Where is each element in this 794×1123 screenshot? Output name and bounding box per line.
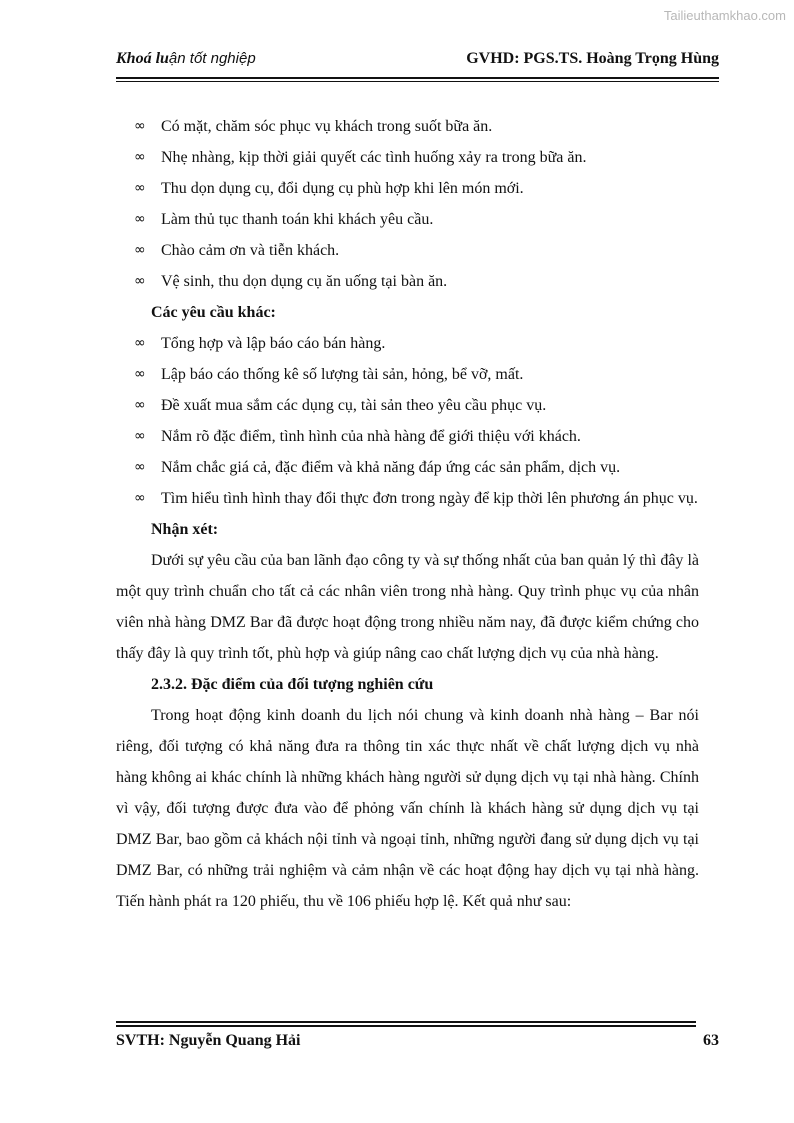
- list-item: [116, 390, 699, 421]
- list-item-text: Có mặt, chăm sóc phục vụ khách trong suốt bữa ăn.: [161, 118, 493, 135]
- thesis-label-part1: Khoá lu: [116, 50, 169, 67]
- other-requirements-list: [116, 328, 699, 514]
- infinity-bullet-icon: ∞: [134, 428, 146, 444]
- header-divider-thin: [116, 81, 719, 82]
- infinity-bullet-icon: ∞: [134, 118, 146, 134]
- list-item: [116, 111, 699, 142]
- list-item: [116, 142, 699, 173]
- list-item-text: Lập báo cáo thống kê số lượng tài sản, hỏng, bể vỡ, mất.: [161, 366, 524, 383]
- list-item: [116, 359, 699, 390]
- list-item: [116, 328, 699, 359]
- other-requirements-heading: Các yêu cầu khác:: [151, 304, 276, 321]
- page-number: 63: [703, 1032, 719, 1049]
- supervisor-label: GVHD: PGS.TS. Hoàng Trọng Hùng: [466, 50, 719, 67]
- infinity-bullet-icon: ∞: [134, 490, 146, 506]
- watermark: Tailieuthamkhao.com: [663, 8, 786, 23]
- infinity-bullet-icon: ∞: [134, 335, 146, 351]
- list-item-text: Nắm rõ đặc điểm, tình hình của nhà hàng để giới thiệu với khách.: [161, 428, 581, 445]
- list-item-text: Làm thủ tục thanh toán khi khách yêu cầu.: [161, 211, 434, 228]
- infinity-bullet-icon: ∞: [134, 366, 146, 382]
- infinity-bullet-icon: ∞: [134, 397, 146, 413]
- service-duties-list: [116, 111, 699, 297]
- infinity-bullet-icon: ∞: [134, 273, 146, 289]
- remark-paragraph: Dưới sự yêu cầu của ban lãnh đạo công ty và sự thống nhất của ban quản lý thì đây là một quy trình chuẩn cho tất cả các nhân viên trong nhà hàng. Quy trình phục vụ của nhân viên nhà hàng DMZ Bar đã được hoạt động trong nhiều năm nay, đã được kiểm chứng cho thấy đây là quy trình tốt, phù hợp và giúp nâng cao chất lượng dịch vụ của nhà hàng.: [116, 552, 699, 662]
- infinity-bullet-icon: ∞: [134, 180, 146, 196]
- list-item-text: Thu dọn dụng cụ, đổi dụng cụ phù hợp khi lên món mới.: [161, 180, 524, 197]
- list-item-text: Nắm chắc giá cả, đặc điểm và khả năng đáp ứng các sản phẩm, dịch vụ.: [161, 459, 621, 476]
- thesis-label-part2: ận tốt nghiệp: [168, 50, 256, 67]
- infinity-bullet-icon: ∞: [134, 149, 146, 165]
- footer-divider: [116, 1021, 696, 1023]
- list-item-text: Nhẹ nhàng, kịp thời giải quyết các tình huống xảy ra trong bữa ăn.: [161, 149, 587, 166]
- thesis-label: [116, 50, 256, 68]
- list-item-text: Chào cảm ơn và tiễn khách.: [161, 242, 340, 259]
- section-paragraph: Trong hoạt động kinh doanh du lịch nói chung và kinh doanh nhà hàng – Bar nói riêng, đối tượng có khả năng đưa ra thông tin xác thực nhất về chất lượng dịch vụ nhà hàng không ai khác chính là những khách hàng người sử dụng dịch vụ tại nhà hàng. Chính vì vậy, đối tượng được đưa vào để phỏng vấn chính là khách hàng sử dụng dịch vụ tại DMZ Bar, bao gồm cả khách nội tỉnh và ngoại tỉnh, những người đang sử dụng dịch vụ tại DMZ Bar, có những trải nghiệm và cảm nhận về các hoạt động hay dịch vụ tại nhà hàng. Tiến hành phát ra 120 phiếu, thu về 106 phiếu hợp lệ. Kết quả như sau:: [116, 707, 699, 910]
- section-heading: 2.3.2. Đặc điểm của đối tượng nghiên cứu: [151, 676, 434, 693]
- list-item: [116, 173, 699, 204]
- list-item-text: Tìm hiểu tình hình thay đổi thực đơn trong ngày để kịp thời lên phương án phục vụ.: [161, 490, 698, 507]
- list-item: [116, 483, 699, 514]
- page-header: [116, 50, 719, 72]
- list-item-text: Đề xuất mua sắm các dụng cụ, tài sản theo yêu cầu phục vụ.: [161, 397, 547, 414]
- student-name: SVTH: Nguyễn Quang Hải: [116, 1032, 301, 1049]
- footer-divider-second: [116, 1025, 696, 1027]
- list-item: [116, 421, 699, 452]
- infinity-bullet-icon: ∞: [134, 211, 146, 227]
- list-item-text: Vệ sinh, thu dọn dụng cụ ăn uống tại bàn ăn.: [161, 273, 448, 290]
- page-body: [116, 111, 699, 917]
- list-item-text: Tổng hợp và lập báo cáo bán hàng.: [161, 335, 386, 352]
- infinity-bullet-icon: ∞: [134, 459, 146, 475]
- list-item: [116, 204, 699, 235]
- list-item: [116, 235, 699, 266]
- header-divider: [116, 77, 719, 79]
- infinity-bullet-icon: ∞: [134, 242, 146, 258]
- list-item: [116, 266, 699, 297]
- remark-heading: Nhận xét:: [151, 521, 219, 538]
- list-item: [116, 452, 699, 483]
